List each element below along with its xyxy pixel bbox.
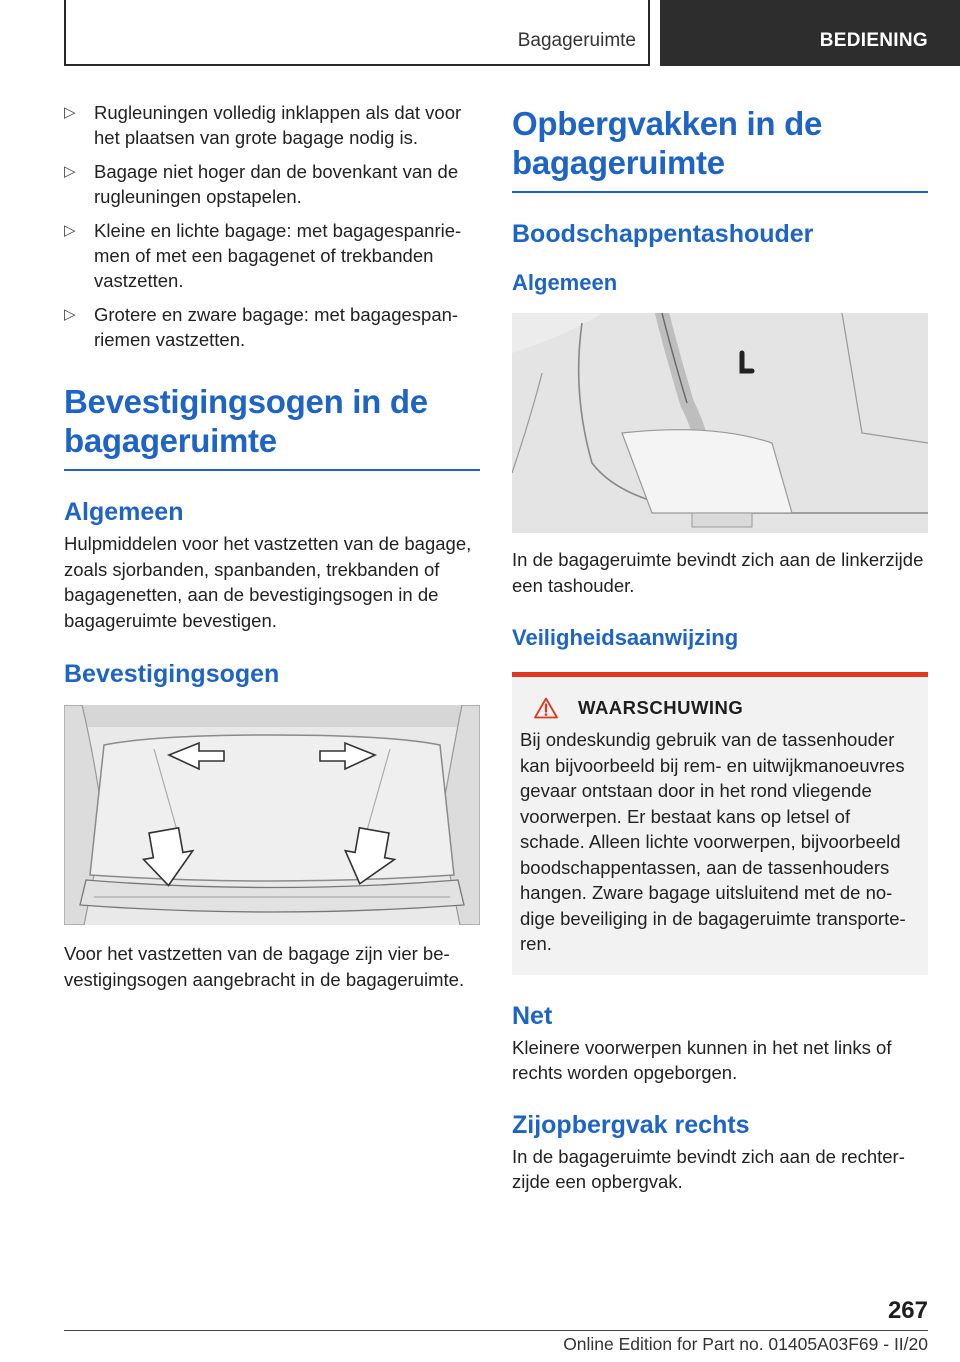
right-column <box>512 100 928 1195</box>
header-chapter-tab <box>660 0 960 66</box>
paragraph-hulpmiddelen: Hulpmiddelen voor het vastzetten van de bagage, zoals sjorbanden, spanbanden, trekbanden of bagagenetten, aan de bevestigingsogen in de bagageruimte bevestigen. <box>64 533 472 631</box>
warning-title: WAARSCHUWING <box>578 697 744 718</box>
warning-box <box>512 672 928 975</box>
caption-bevestigingsogen: Voor het vastzetten van de bagage zijn vier bevestigingsogen aangebracht in de bagageruimte. <box>64 943 465 990</box>
footer-divider <box>64 1330 928 1331</box>
paragraph-net: Kleinere voorwerpen kunnen in het net links of rechts worden opgeborgen. <box>512 1036 892 1083</box>
triangle-bullet-icon: ▷ <box>64 222 76 239</box>
subheading-bevestigingsogen: Bevestigingsogen <box>64 660 280 688</box>
subheading-veiligheidsaanwijzing: Veiligheidsaanwijzing <box>512 625 739 650</box>
triangle-bullet-icon: ▷ <box>64 306 76 323</box>
bag-holder-illustration <box>512 313 928 533</box>
warning-triangle-icon <box>534 697 558 719</box>
triangle-bullet-icon: ▷ <box>64 104 76 121</box>
warning-body: Bij ondeskundig gebruik van de tassenhouder kan bijvoorbeeld bij rem- en uitwijkmanoeuvres gevaar ontstaan door in het rond vliegende voorwerpen. Er bestaat kans op letsel of schade. Alleen lichte voorwerpen, bijvoorbeeld boodschappentassen, aan de tassenhouders hangen. Zware bagage uitsluitend met de nodige beveiliging in de bagageruimte transporteren. <box>520 729 906 954</box>
left-column <box>64 100 480 992</box>
bullet-list <box>64 100 480 352</box>
triangle-bullet-icon: ▷ <box>64 163 76 180</box>
section-heading-opbergvakken: Opbergvakken in de bagageruimte <box>512 105 823 181</box>
subheading-algemeen: Algemeen <box>64 498 184 526</box>
list-item: ▷ Kleine en lichte bagage: met bagagespanriemen of met een bagagenet of trekbanden vastzetten. <box>64 220 462 291</box>
subheading-net: Net <box>512 1001 553 1030</box>
section-heading-bevestigingsogen: Bevestigingsogen in de bagageruimte <box>64 383 428 459</box>
header-chapter-title: BEDIENING <box>819 30 928 51</box>
list-item: ▷ Bagage niet hoger dan de bovenkant van de rugleuningen opstapelen. <box>64 161 459 207</box>
header-section-tab <box>64 0 650 66</box>
heading-divider <box>64 469 480 471</box>
subheading-zijopbergvak: Zijopbergvak rechts <box>512 1110 750 1139</box>
footer-edition: Online Edition for Part no. 01405A03F69 - II/20 <box>563 1334 928 1354</box>
warning-header <box>534 697 920 719</box>
paragraph-zijopbergvak: In de bagageruimte bevindt zich aan de rechterzijde een opbergvak. <box>512 1145 905 1192</box>
subheading-boodschappentashouder: Boodschappentashouder <box>512 220 814 248</box>
trunk-tie-down-illustration <box>64 705 480 925</box>
page-number: 267 <box>887 1297 928 1324</box>
header-section-title: Bagageruimte <box>517 30 636 51</box>
list-item: ▷ Rugleuningen volledig inklappen als dat voor het plaatsen van grote bagage nodig is. <box>64 102 462 148</box>
heading-divider <box>512 191 928 193</box>
list-item: ▷ Grotere en zware bagage: met bagagespanriemen vastzetten. <box>64 304 459 350</box>
subheading-algemeen-right: Algemeen <box>512 270 618 295</box>
caption-tashouder: In de bagageruimte bevindt zich aan de linkerzijde een tashouder. <box>512 549 924 596</box>
